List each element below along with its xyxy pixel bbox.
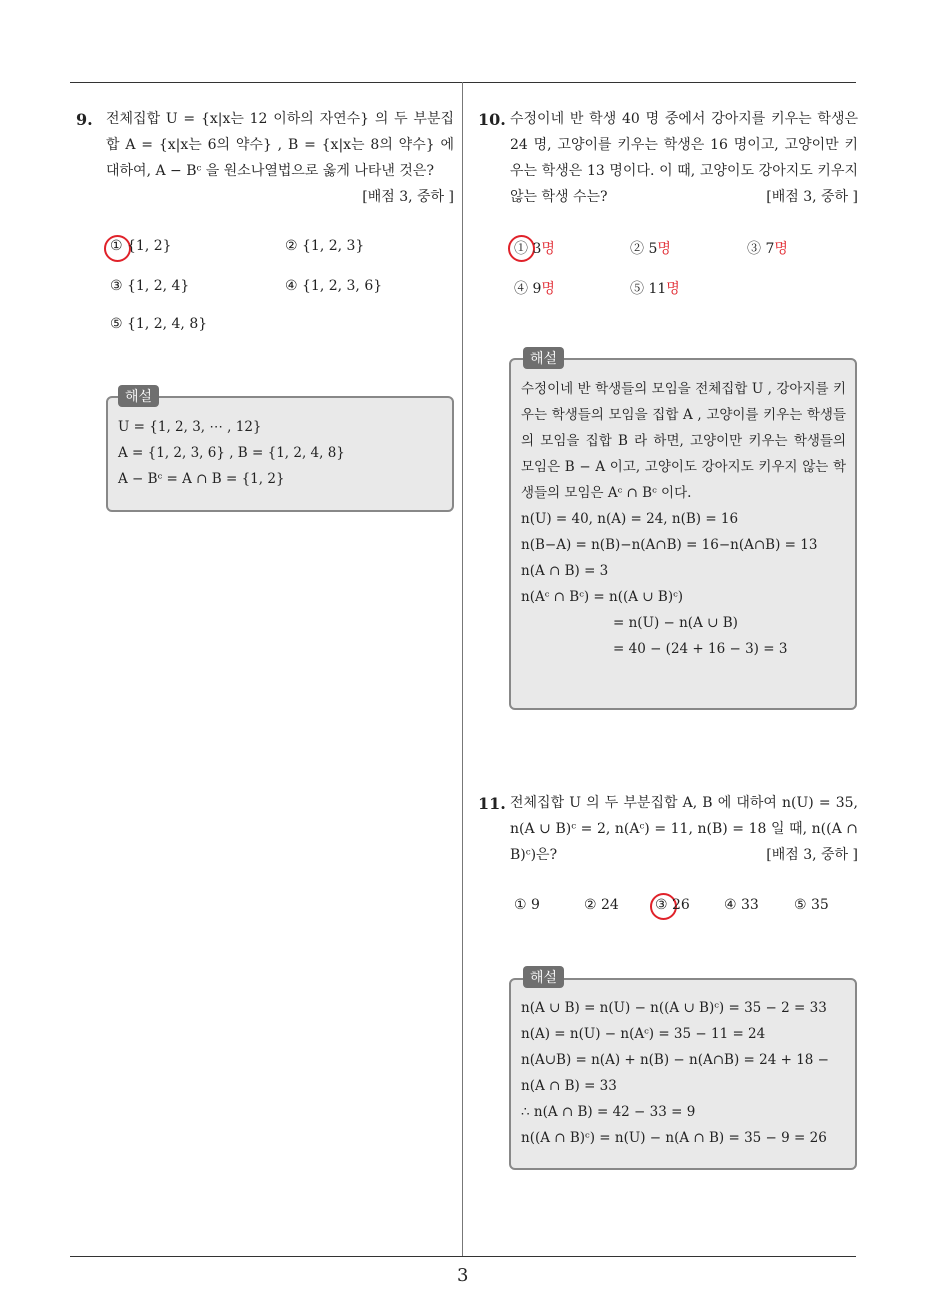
solution-line: A − Bᶜ = A ∩ B = {1, 2} [118, 471, 285, 487]
choice-label: ③ 7 [747, 241, 775, 257]
question-10-choice-5[interactable] [630, 278, 680, 298]
question-9-solution [118, 414, 448, 492]
choice-label: ② 5 [630, 241, 658, 257]
question-9-text [106, 106, 454, 210]
question-11-choice-5[interactable]: ⑤ 35 [794, 897, 829, 913]
question-9-choice-3[interactable]: ③ {1, 2, 4} [110, 278, 190, 294]
question-11-body: 전체집합 U 의 두 부분집합 A, B 에 대하여 n(U) = 35, n(A ∪ B)ᶜ = 2, n(Aᶜ) = 11, n(B) = 18 일 때, n((A ∩ B)ᶜ)은? [510, 795, 858, 863]
solution-line: n(A ∪ B) = n(U) − n((A ∪ B)ᶜ) = 35 − 2 = 33 [521, 1000, 827, 1016]
question-10-text [510, 106, 858, 210]
page-number: 3 [457, 1265, 469, 1286]
solution-line: n(Aᶜ ∩ Bᶜ) = n((A ∪ B)ᶜ) [521, 589, 684, 605]
question-11-solution-tag: 해설 [523, 966, 564, 988]
choice-unit: 명 [657, 241, 671, 257]
solution-line: n(A) = n(U) − n(Aᶜ) = 35 − 11 = 24 [521, 1026, 766, 1042]
choice-unit: 명 [541, 241, 555, 257]
choice-unit: 명 [666, 281, 680, 297]
question-11-score: [배점 3, 중하 ] [766, 847, 858, 863]
question-10-choice-3[interactable] [747, 238, 788, 258]
question-9-choice-4[interactable]: ④ {1, 2, 3, 6} [285, 278, 383, 294]
question-11-choice-4[interactable]: ④ 33 [724, 897, 759, 913]
question-9-choice-2[interactable]: ② {1, 2, 3} [285, 238, 365, 254]
solution-line: n(A ∩ B) = 3 [521, 563, 609, 579]
choice-label: ① 3 [514, 241, 542, 257]
choice-unit: 명 [774, 241, 788, 257]
top-rule [70, 82, 856, 83]
bottom-rule [70, 1256, 856, 1257]
question-9-body: 전체집합 U = {x|x는 12 이하의 자연수} 의 두 부분집합 A = {x|x는 6의 약수} , B = {x|x는 8의 약수} 에 대하여, A − Bᶜ 을 원소나열법으로 옳게 나타낸 것은? [106, 111, 454, 179]
question-9-number: 9. [76, 110, 93, 129]
question-10-solution-tag: 해설 [523, 347, 564, 369]
solution-line: n(U) = 40, n(A) = 24, n(B) = 16 [521, 511, 739, 527]
question-11-choice-2[interactable]: ② 24 [584, 897, 619, 913]
solution-line: n(B−A) = n(B)−n(A∩B) = 16−n(A∩B) = 13 [521, 537, 818, 553]
question-11-solution [521, 995, 851, 1151]
solution-paragraph: 수정이네 반 학생들의 모임을 전체집합 U , 강아지를 키우는 학생들의 모임을 집합 A , 고양이를 키우는 학생들의 모임을 집합 B 라 하면, 고양이만 키우는 학생들의 모임은 B − A 이고, 고양이도 강아지도 키우지 않는 학생들의 모임은 Aᶜ ∩ Bᶜ 이다. [521, 381, 846, 501]
question-11-choice-1[interactable]: ① 9 [514, 897, 540, 913]
solution-line: U = {1, 2, 3, ⋯ , 12} [118, 419, 262, 435]
choice-label: ④ 9 [514, 281, 542, 297]
question-9-score: [배점 3, 중하 ] [362, 189, 454, 205]
question-9-choice-1[interactable]: ① {1, 2} [110, 238, 172, 254]
question-10-number: 10. [478, 110, 506, 129]
solution-line: n(A ∩ B) = 33 [521, 1078, 617, 1094]
question-11-text [510, 790, 858, 868]
choice-label: ⑤ 11 [630, 281, 667, 297]
solution-line: n(A∪B) = n(A) + n(B) − n(A∩B) = 24 + 18 − [521, 1052, 829, 1068]
question-9-solution-tag: 해설 [118, 385, 159, 407]
question-10-solution [521, 376, 846, 662]
question-9-choice-5[interactable]: ⑤ {1, 2, 4, 8} [110, 316, 208, 332]
solution-line: n((A ∩ B)ᶜ) = n(U) − n(A ∩ B) = 35 − 9 = 26 [521, 1130, 827, 1146]
question-10-choice-2[interactable] [630, 238, 671, 258]
question-10-choice-1[interactable] [514, 238, 555, 258]
solution-line: A = {1, 2, 3, 6} , B = {1, 2, 4, 8} [118, 445, 345, 461]
column-divider [462, 82, 463, 1256]
question-10-body: 수정이네 반 학생 40 명 중에서 강아지를 키우는 학생은 24 명, 고양이를 키우는 학생은 16 명이고, 고양이만 키우는 학생은 13 명이다. 이 때, 고양이도 강아지도 키우지 않는 학생 수는? [510, 111, 858, 205]
solution-line: = n(U) − n(A ∪ B) [613, 615, 738, 631]
choice-unit: 명 [541, 281, 555, 297]
solution-line: = 40 − (24 + 16 − 3) = 3 [613, 641, 788, 657]
solution-line: ∴ n(A ∩ B) = 42 − 33 = 9 [521, 1104, 696, 1120]
question-11-choice-3[interactable]: ③ 26 [655, 897, 690, 913]
question-10-score: [배점 3, 중하 ] [766, 189, 858, 205]
question-11-number: 11. [478, 794, 506, 813]
question-10-choice-4[interactable] [514, 278, 555, 298]
